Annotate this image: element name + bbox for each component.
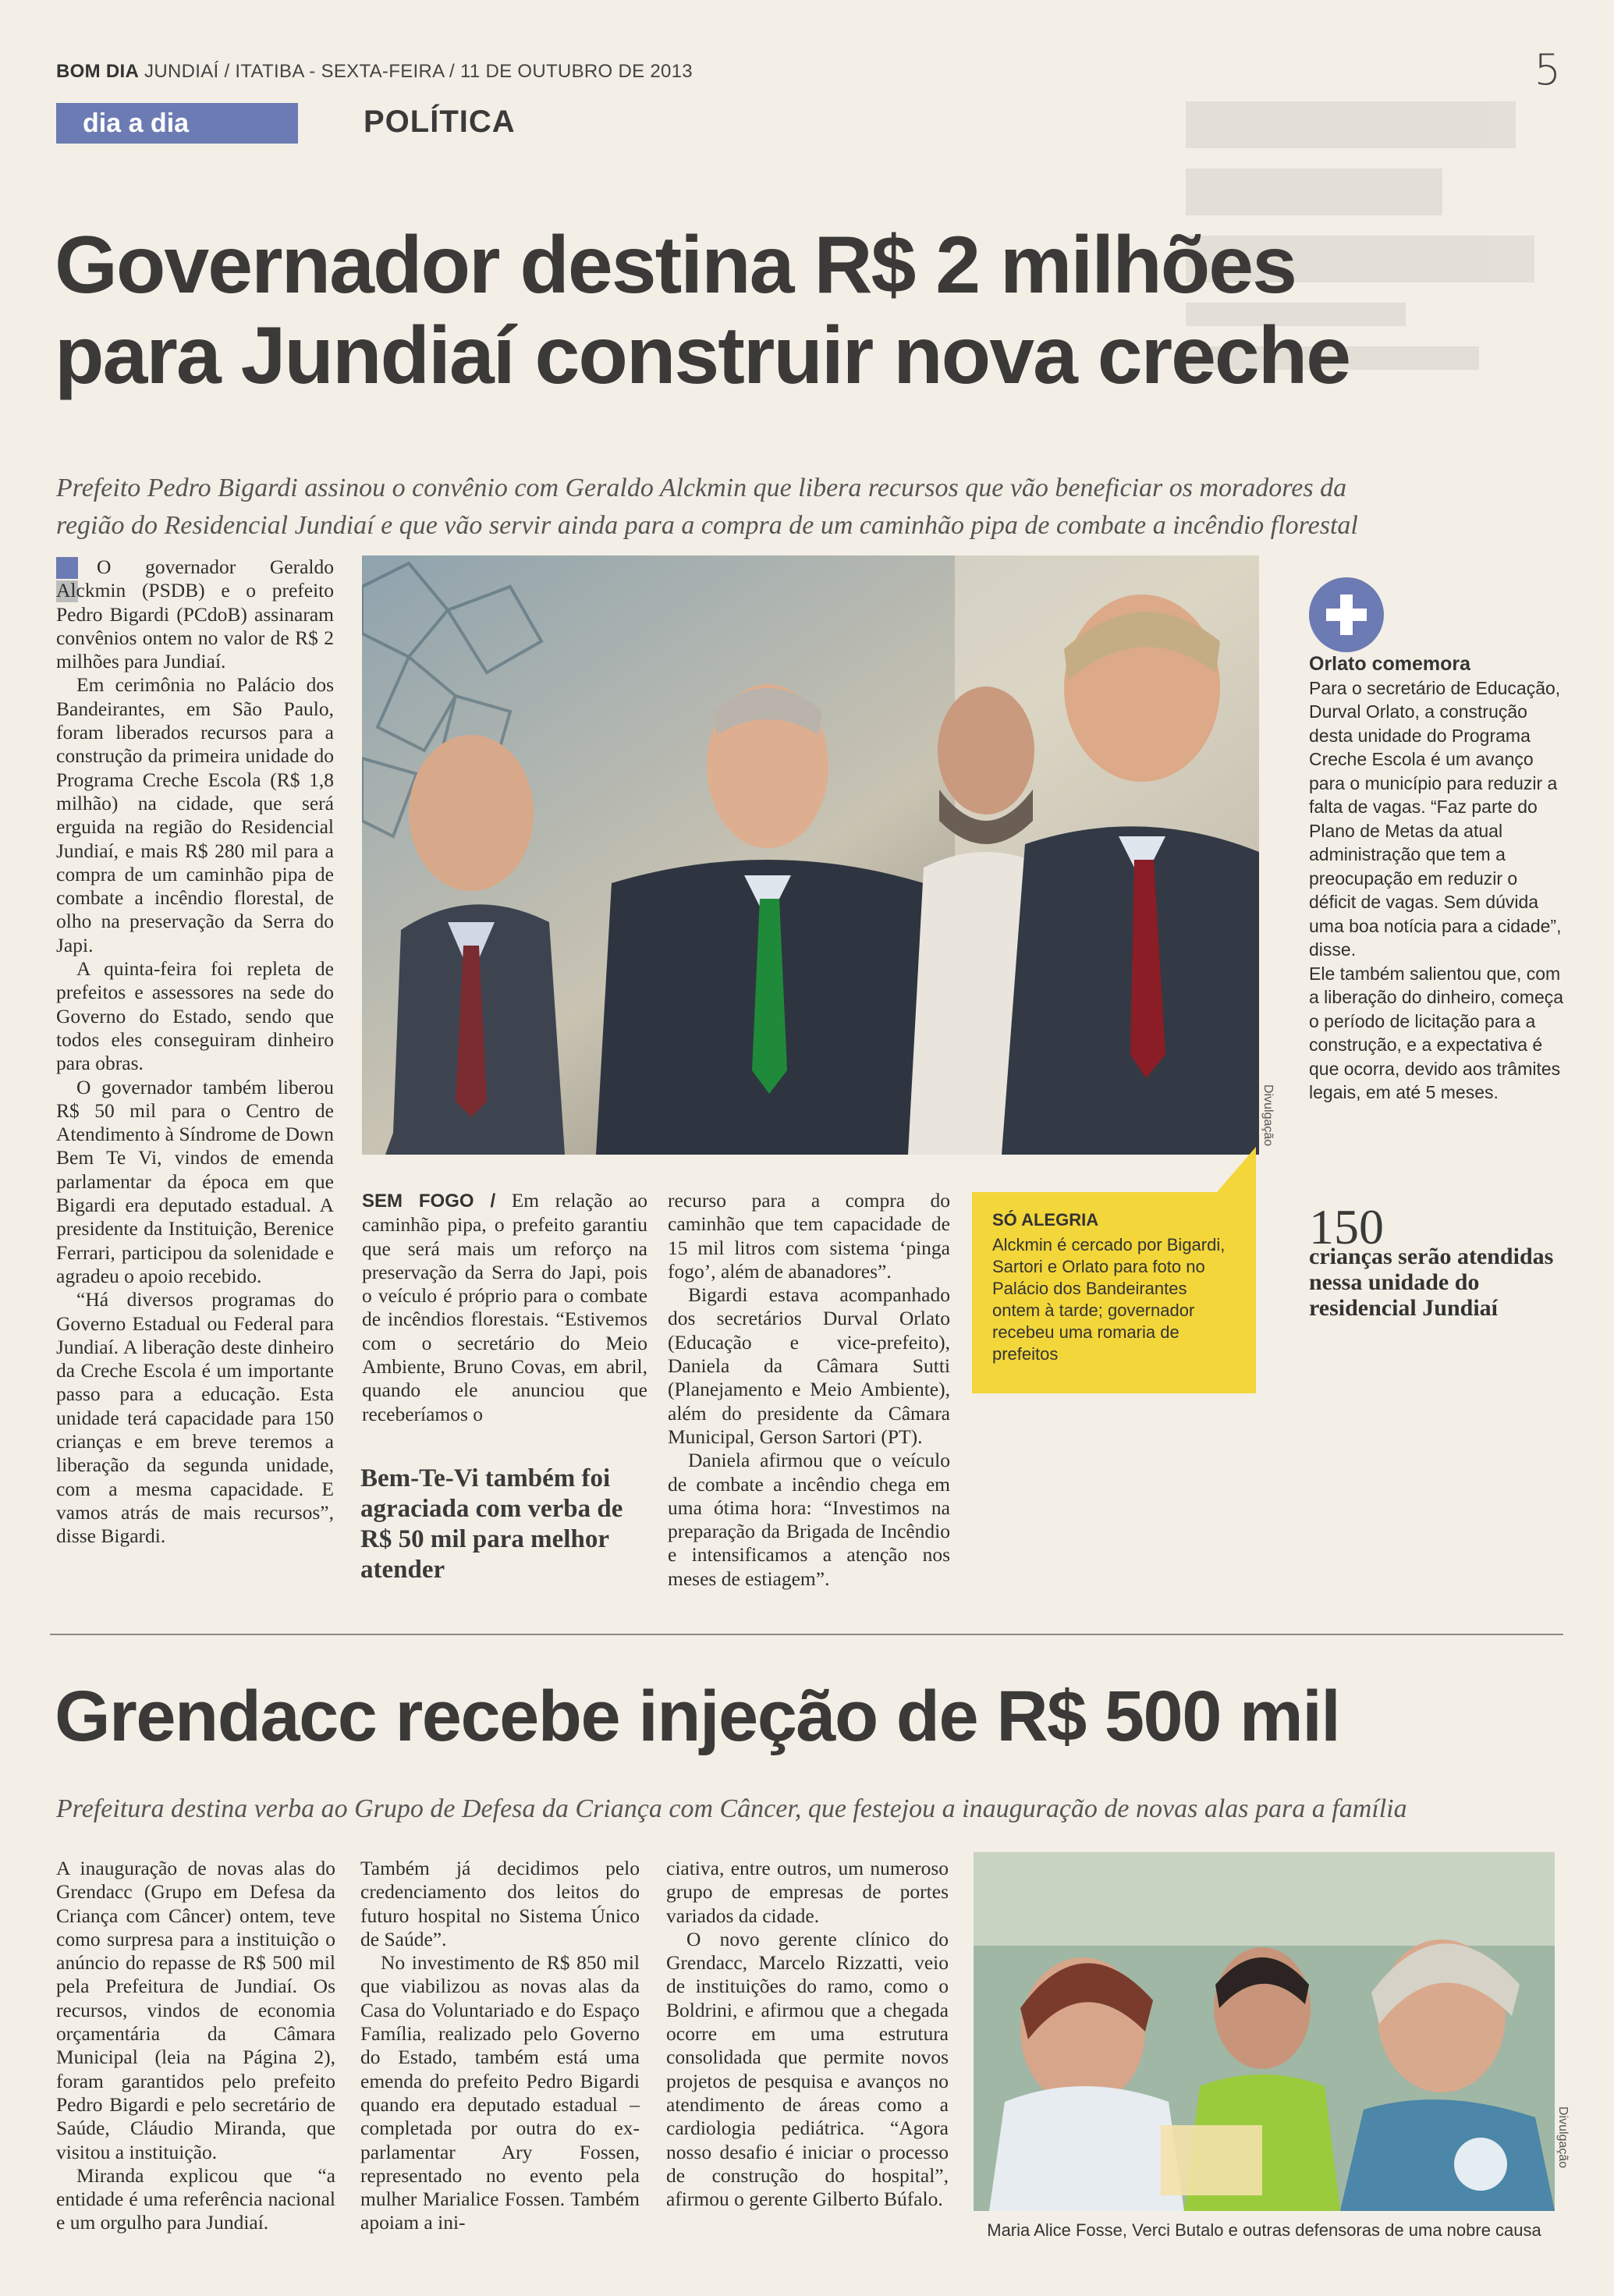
story1-column-3 — [668, 1189, 950, 1591]
big-number-caption: crianças serão atendidas nessa unidade do residencial Jundiaí — [1309, 1244, 1554, 1321]
paragraph: “Há diversos programas do Governo Estadual ou Federal para Jundiaí. A liberação deste dinheiro da Creche Escola é um importante passo para a educação. Esta unidade terá capacidade para 150 crianças e em breve teremos a liberação da segunda unidade, com a mesma capacidade. E vamos atrás de mais recursos”, disse Bigardi. — [56, 1288, 334, 1548]
paragraph: Em cerimônia no Palácio dos Bandeirantes, em São Paulo, foram liberados recursos para a construção da primeira unidade do Programa Creche Escola (R$ 1,8 milhão) na cidade, que será erguida na região do Residencial Jundiaí, e mais R$ 280 mil para a compra de um caminhão pipa de combate a incêndio florestal, de olho na preservação da Serra do Japi. — [56, 673, 334, 956]
group-photo-illustration — [362, 555, 1259, 1155]
deck-line-2: região do Residencial Jundiaí e que vão servir ainda para a compra de um caminhão pipa de combate a incêndio florestal — [56, 511, 1358, 540]
caption-pointer — [1217, 1147, 1256, 1192]
section-name: POLÍTICA — [364, 105, 516, 139]
section-divider — [50, 1634, 1563, 1635]
section-pill: dia a dia — [56, 103, 298, 144]
headline-line-1: Governador destina R$ 2 milhões — [55, 220, 1296, 311]
story2-column-2 — [360, 1857, 640, 2235]
paragraph: No investimento de R$ 850 mil que viabilizou as novas alas da Casa do Voluntariado e do Espaço Família, realizado pelo Governo do Estado, também está uma emenda do prefeito Pedro Bigardi quando era deputado estadual – completada por outra do ex-parlamentar Ary Fossen, representado no evento pela mulher Marialice Fossen. Também apoiam a ini- — [360, 1951, 640, 2234]
page-number: 5 — [1534, 45, 1561, 94]
paragraph: A inauguração de novas alas do Grendacc (Grupo em Defesa da Criança com Câncer) ontem, teve como surpresa para a instituição o anúncio do repasse de R$ 500 mil pela Prefeitura de Jundiaí. Os recursos, vindos de economia orçamentária da Câmara Municipal (leia na Página 2), foram garantidos pelo prefeito Pedro Bigardi e pelo secretário de Saúde, Cláudio Miranda, que visitou a instituição. — [56, 1857, 335, 2163]
paragraph: O governador Geraldo Alckmin (PSDB) e o prefeito Pedro Bigardi (PCdoB) assinaram convênios ontem no valor de R$ 2 milhões para Jundiaí. — [56, 555, 334, 673]
story2-column-3 — [666, 1857, 949, 2211]
paragraph: O novo gerente clínico do Grendacc, Marcelo Rizzatti, veio de instituições do ramo, como o Boldrini, e afirmou que a chegada ocorre em uma estrutura consolidada que permite novos projetos de pesquisa e avanços no atendimento de áreas como a cardiologia pediátrica. “Agora nosso desafio é iniciar o processo de construção do hospital”, afirmou o gerente Gilberto Búfalo. — [666, 1927, 949, 2211]
photo-credit: Divulgação — [1261, 1084, 1275, 1147]
caption-kicker: SÓ ALEGRIA — [992, 1210, 1099, 1230]
paragraph: Também já decidimos pelo credenciamento dos leitos do futuro hospital no Sistema Único de Saúde”. — [360, 1857, 640, 1950]
secondary-headline: Grendacc recebe injeção de R$ 500 mil — [55, 1677, 1340, 1756]
photo-caption-box — [972, 1192, 1256, 1393]
paragraph: Bigardi estava acompanhado dos secretários Durval Orlato (Educação e vice-prefeito), Daniela da Câmara Sutti (Planejamento e Meio Ambiente), além do presidente da Câmara Municipal, Gerson Sartori (PT). — [668, 1283, 950, 1448]
pull-quote: Bem-Te-Vi também foi agraciada com verba de R$ 50 mil para melhor atender — [360, 1464, 623, 1584]
paragraph: Miranda explicou que “a entidade é uma referência nacional e um orgulho para Jundiaí. — [56, 2163, 335, 2234]
sidebar-paragraph: Para o secretário de Educação, Durval Orlato, a construção desta unidade do Programa Creche Escola é um avanço para o município para reduzir a falta de vagas. “Faz parte do Plano de Metas da atual administração que tem a preocupação em reduzir o déficit de vagas. Sem dúvida uma boa notícia para a cidade”, disse. — [1309, 677, 1562, 960]
paragraph: Em relação ao caminhão pipa, o prefeito garantiu que será mais um reforço na preservação da Serra do Japi, pois o veículo é próprio para o combate de incêndios florestais. “Estivemos com o secretário do Meio Ambiente, Bruno Covas, em abril, quando ele anunciou que receberíamos o — [362, 1189, 647, 1425]
sidebar-paragraph: Ele também salientou que, com a liberação do dinheiro, começa o período de licitação para a construção, e a expectativa é que ocorra, devido aos trâmites legais, em até 5 meses. — [1309, 963, 1564, 1102]
plus-icon — [1309, 577, 1384, 652]
story1-column-2 — [362, 1189, 647, 1426]
story2-column-1 — [56, 1857, 335, 2235]
caption-text: Alckmin é cercado por Bigardi, Sartori e Orlato para foto no Palácio dos Bandeirantes ontem à tarde; governador recebeu uma romaria de prefeitos — [992, 1235, 1226, 1364]
paragraph: Daniela afirmou que o veículo de combate a incêndio chega em uma ótima hora: “Investimos na preparação da Brigada de Incêndio e intensificamos a atenção nos meses de estiagem”. — [668, 1449, 950, 1590]
secondary-photo — [974, 1852, 1555, 2211]
main-deck — [56, 470, 1554, 545]
publication-name: BOM DIA — [56, 61, 140, 82]
story1-column-1 — [56, 555, 334, 1548]
paragraph: O governador também liberou R$ 50 mil para o Centro de Atendimento à Síndrome de Down Bem Te Vi, vindos de emenda parlamentar da época em que Bigardi era deputado estadual. A presidente da Instituição, Berenice Ferrari, participou da solenidade e agradeu o apoio recebido. — [56, 1075, 334, 1287]
volunteers-photo-illustration — [974, 1852, 1555, 2211]
paragraph: A quinta-feira foi repleta de prefeitos e assessores na sede do Governo do Estado, sendo que todos eles conseguiram dinheiro para obras. — [56, 957, 334, 1075]
deck-line-1: Prefeito Pedro Bigardi assinou o convênio com Geraldo Alckmin que libera recursos que vão beneficiar os moradores da — [56, 474, 1347, 502]
headline-line-2: para Jundiaí construir nova creche — [55, 311, 1350, 401]
sidebar-title: Orlato comemora — [1309, 653, 1471, 675]
sidebar-box — [1309, 652, 1566, 1105]
big-number: 150 — [1309, 1199, 1384, 1254]
folio-details: JUNDIAÍ / ITATIBA - SEXTA-FEIRA / 11 DE OUTUBRO DE 2013 — [139, 61, 693, 82]
section-kicker: SEM FOGO / — [362, 1191, 496, 1212]
secondary-deck: Prefeitura destina verba ao Grupo de Defesa da Criança com Câncer, que festejou a inauguração de novas alas para a família — [56, 1794, 1407, 1823]
paragraph: recurso para a compra do caminhão que tem capacidade de 15 mil litros com sistema ‘pinga fogo’, além de abanadores”. — [668, 1189, 950, 1283]
folio-line — [56, 61, 693, 83]
main-photo — [362, 555, 1259, 1155]
paragraph: ciativa, entre outros, um numeroso grupo de empresas de portes variados da cidade. — [666, 1857, 949, 1927]
secondary-photo-caption: Maria Alice Fosse, Verci Butalo e outras defensoras de uma nobre causa — [987, 2220, 1541, 2240]
main-headline — [55, 220, 1584, 401]
photo-credit: Divulgação — [1556, 2106, 1570, 2169]
